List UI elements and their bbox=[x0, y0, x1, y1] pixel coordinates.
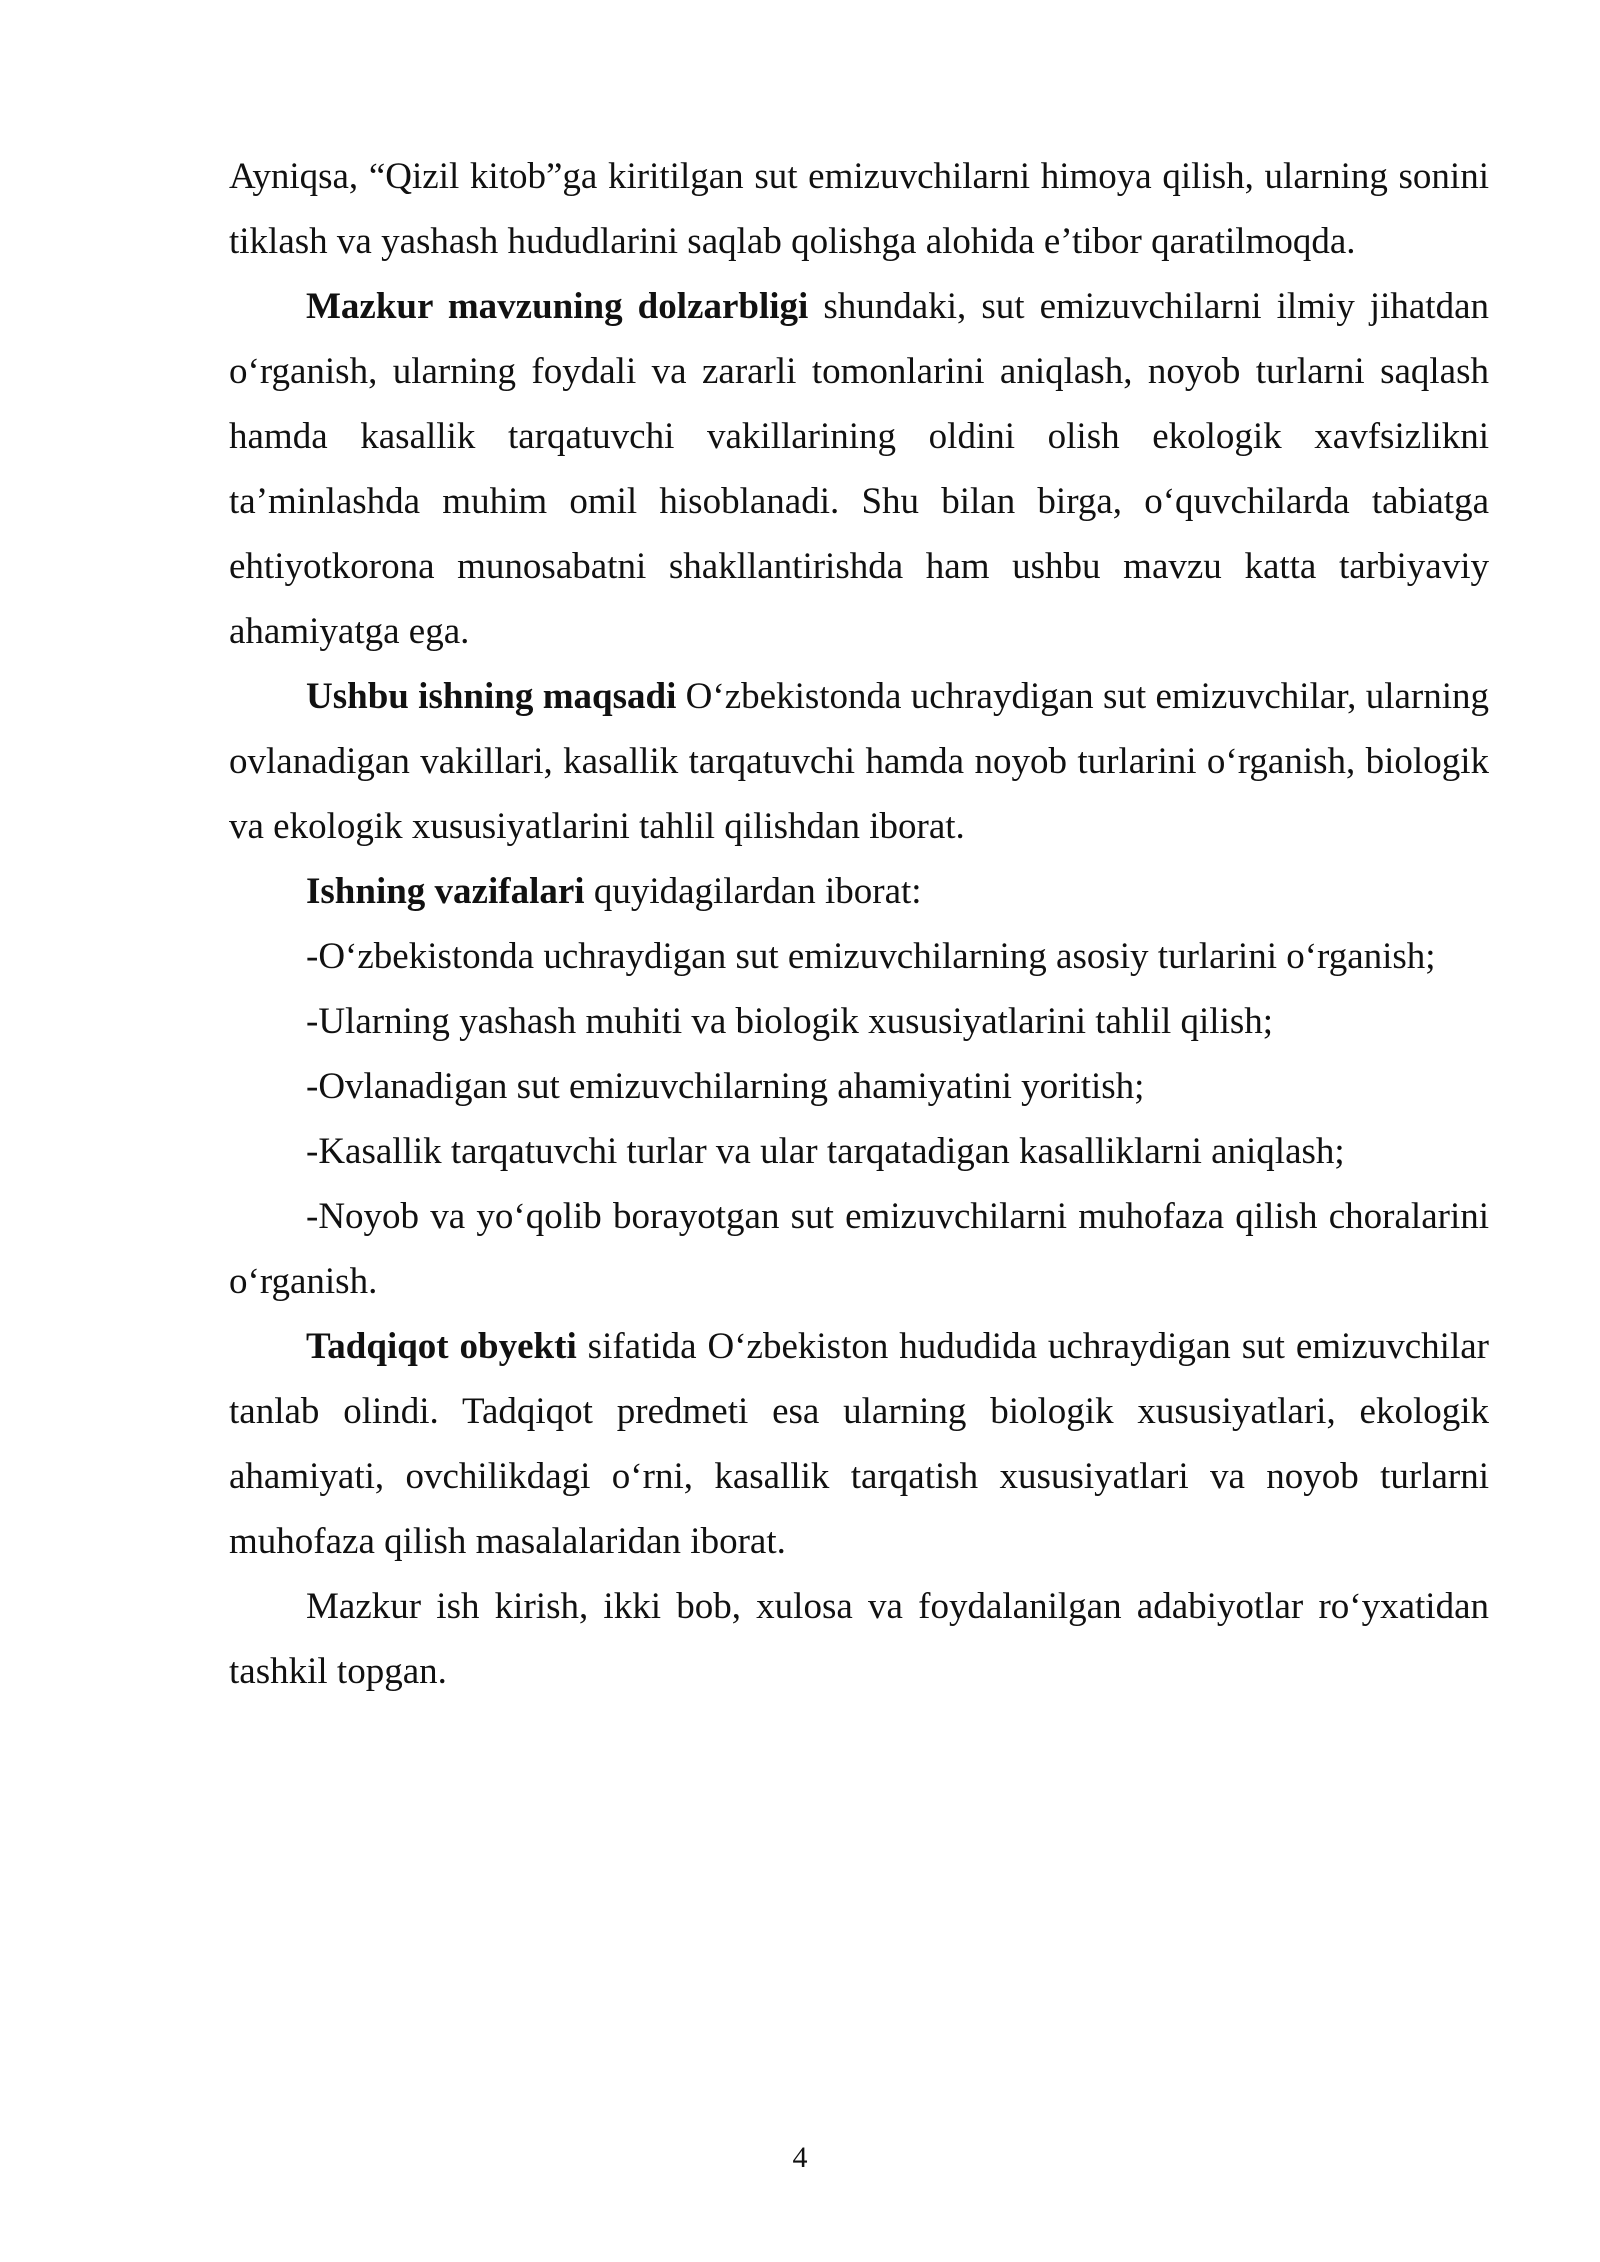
structure-paragraph: Mazkur ish kirish, ikki bob, xulosa va foydalanilgan adabiyotlar ro‘yxatidan tashkil topgan. bbox=[229, 1586, 1489, 1692]
task-item: -Ovlanadigan sut emizuvchilarning ahamiyatini yoritish; bbox=[306, 1066, 1145, 1107]
goal-text: O‘zbekistonda uchraydigan sut emizuvchilar, ularning ovlanadigan vakillari, kasallik tarqatuvchi hamda noyob turlarini o‘rganish, biologik va ekologik xususiyatlarini tahlil qilishdan iborat. bbox=[229, 676, 1490, 847]
task-item: -Noyob va yo‘qolib borayotgan sut emizuvchilarni muhofaza qilish choralarini o‘rganish. bbox=[229, 1196, 1489, 1302]
tasks-text: quyidagilardan iborat: bbox=[584, 871, 922, 912]
task-item: -Ularning yashash muhiti va biologik xususiyatlarini tahlil qilish; bbox=[306, 1001, 1274, 1042]
page-body bbox=[229, 144, 1489, 1704]
object-heading: Tadqiqot obyekti bbox=[306, 1326, 577, 1367]
relevance-paragraph bbox=[229, 274, 1489, 664]
task-item: -O‘zbekistonda uchraydigan sut emizuvchilarning asosiy turlarini o‘rganish; bbox=[306, 936, 1436, 977]
page-number: 4 bbox=[792, 2141, 808, 2174]
goal-paragraph bbox=[229, 664, 1489, 859]
relevance-text: shundaki, sut emizuvchilarni ilmiy jihatdan o‘rganish, ularning foydali va zararli tomonlarini aniqlash, noyob turlarni saqlash hamda kasallik tarqatuvchi vakillarining oldini olish ekologik xavfsizlikni ta’minlashda muhim omil hisoblanadi. Shu bilan birga, o‘quvchilarda tabiatga ehtiyotkorona munosabatni shakllantirishda ham ushbu mavzu katta tarbiyaviy ahamiyatga ega. bbox=[229, 286, 1489, 652]
relevance-heading: Mazkur mavzuning dolzarbligi bbox=[306, 286, 809, 327]
task-item: -Kasallik tarqatuvchi turlar va ular tarqatadigan kasalliklarni aniqlash; bbox=[306, 1131, 1345, 1172]
tasks-paragraph bbox=[229, 859, 1489, 924]
object-paragraph bbox=[229, 1314, 1489, 1574]
tasks-heading: Ishning vazifalari bbox=[306, 871, 585, 912]
object-text: sifatida O‘zbekiston hududida uchraydigan sut emizuvchilar tanlab olindi. Tadqiqot predmeti esa ularning biologik xususiyatlari, ekologik ahamiyati, ovchilikdagi o‘rni, kasallik tarqatish xususiyatlari va noyob turlarni muhofaza qilish masalalaridan iborat. bbox=[229, 1326, 1489, 1562]
intro-paragraph: Ayniqsa, “Qizil kitob”ga kiritilgan sut emizuvchilarni himoya qilish, ularning sonini tiklash va yashash hududlarini saqlab qolishga alohida e’tibor qaratilmoqda. bbox=[229, 156, 1489, 262]
goal-heading: Ushbu ishning maqsadi bbox=[306, 676, 677, 717]
